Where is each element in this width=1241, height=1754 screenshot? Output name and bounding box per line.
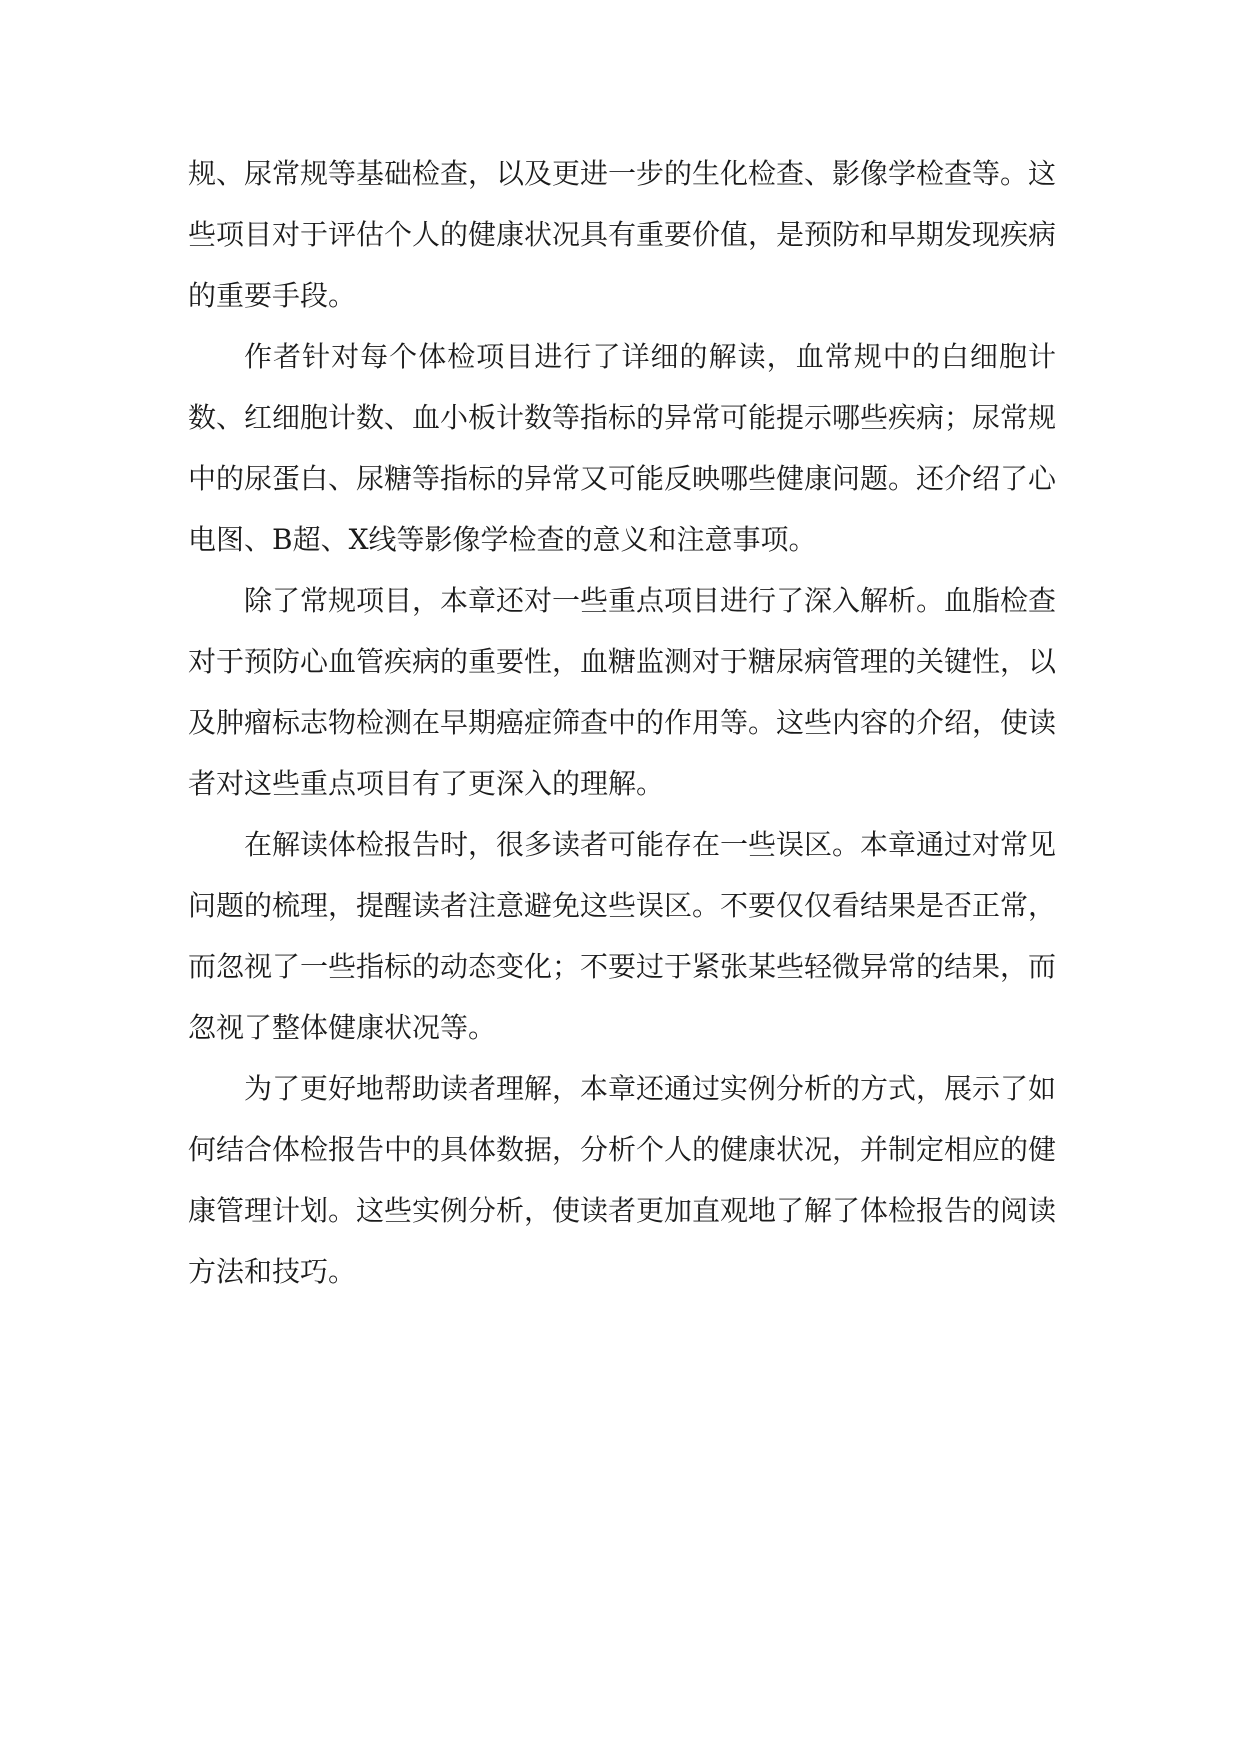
paragraph-3: 除了常规项目，本章还对一些重点项目进行了深入解析。血脂检查对于预防心血管疾病的重要性，血糖监测对于糖尿病管理的关键性，以及肿瘤标志物检测在早期癌症筛查中的作用等。这些内容的介绍，使读者对这些重点项目有了更深入的理解。 (188, 584, 1057, 800)
paragraph-1: 规、尿常规等基础检查，以及更进一步的生化检查、影像学检查等。这些项目对于评估个人的健康状况具有重要价值，是预防和早期发现疾病的重要手段。 (188, 157, 1057, 312)
body-text (188, 143, 1056, 1302)
paragraph-4: 在解读体检报告时，很多读者可能存在一些误区。本章通过对常见问题的梳理，提醒读者注意避免这些误区。不要仅仅看结果是否正常，而忽视了一些指标的动态变化；不要过于紧张某些轻微异常的结果，而忽视了整体健康状况等。 (188, 828, 1057, 1044)
paragraph-2: 作者针对每个体检项目进行了详细的解读，血常规中的白细胞计数、红细胞计数、血小板计数等指标的异常可能提示哪些疾病；尿常规中的尿蛋白、尿糖等指标的异常又可能反映哪些健康问题。还介绍了心电图、B超、X线等影像学检查的意义和注意事项。 (188, 340, 1057, 556)
paragraph-5: 为了更好地帮助读者理解，本章还通过实例分析的方式，展示了如何结合体检报告中的具体数据，分析个人的健康状况，并制定相应的健康管理计划。这些实例分析，使读者更加直观地了解了体检报告的阅读方法和技巧。 (188, 1072, 1057, 1288)
